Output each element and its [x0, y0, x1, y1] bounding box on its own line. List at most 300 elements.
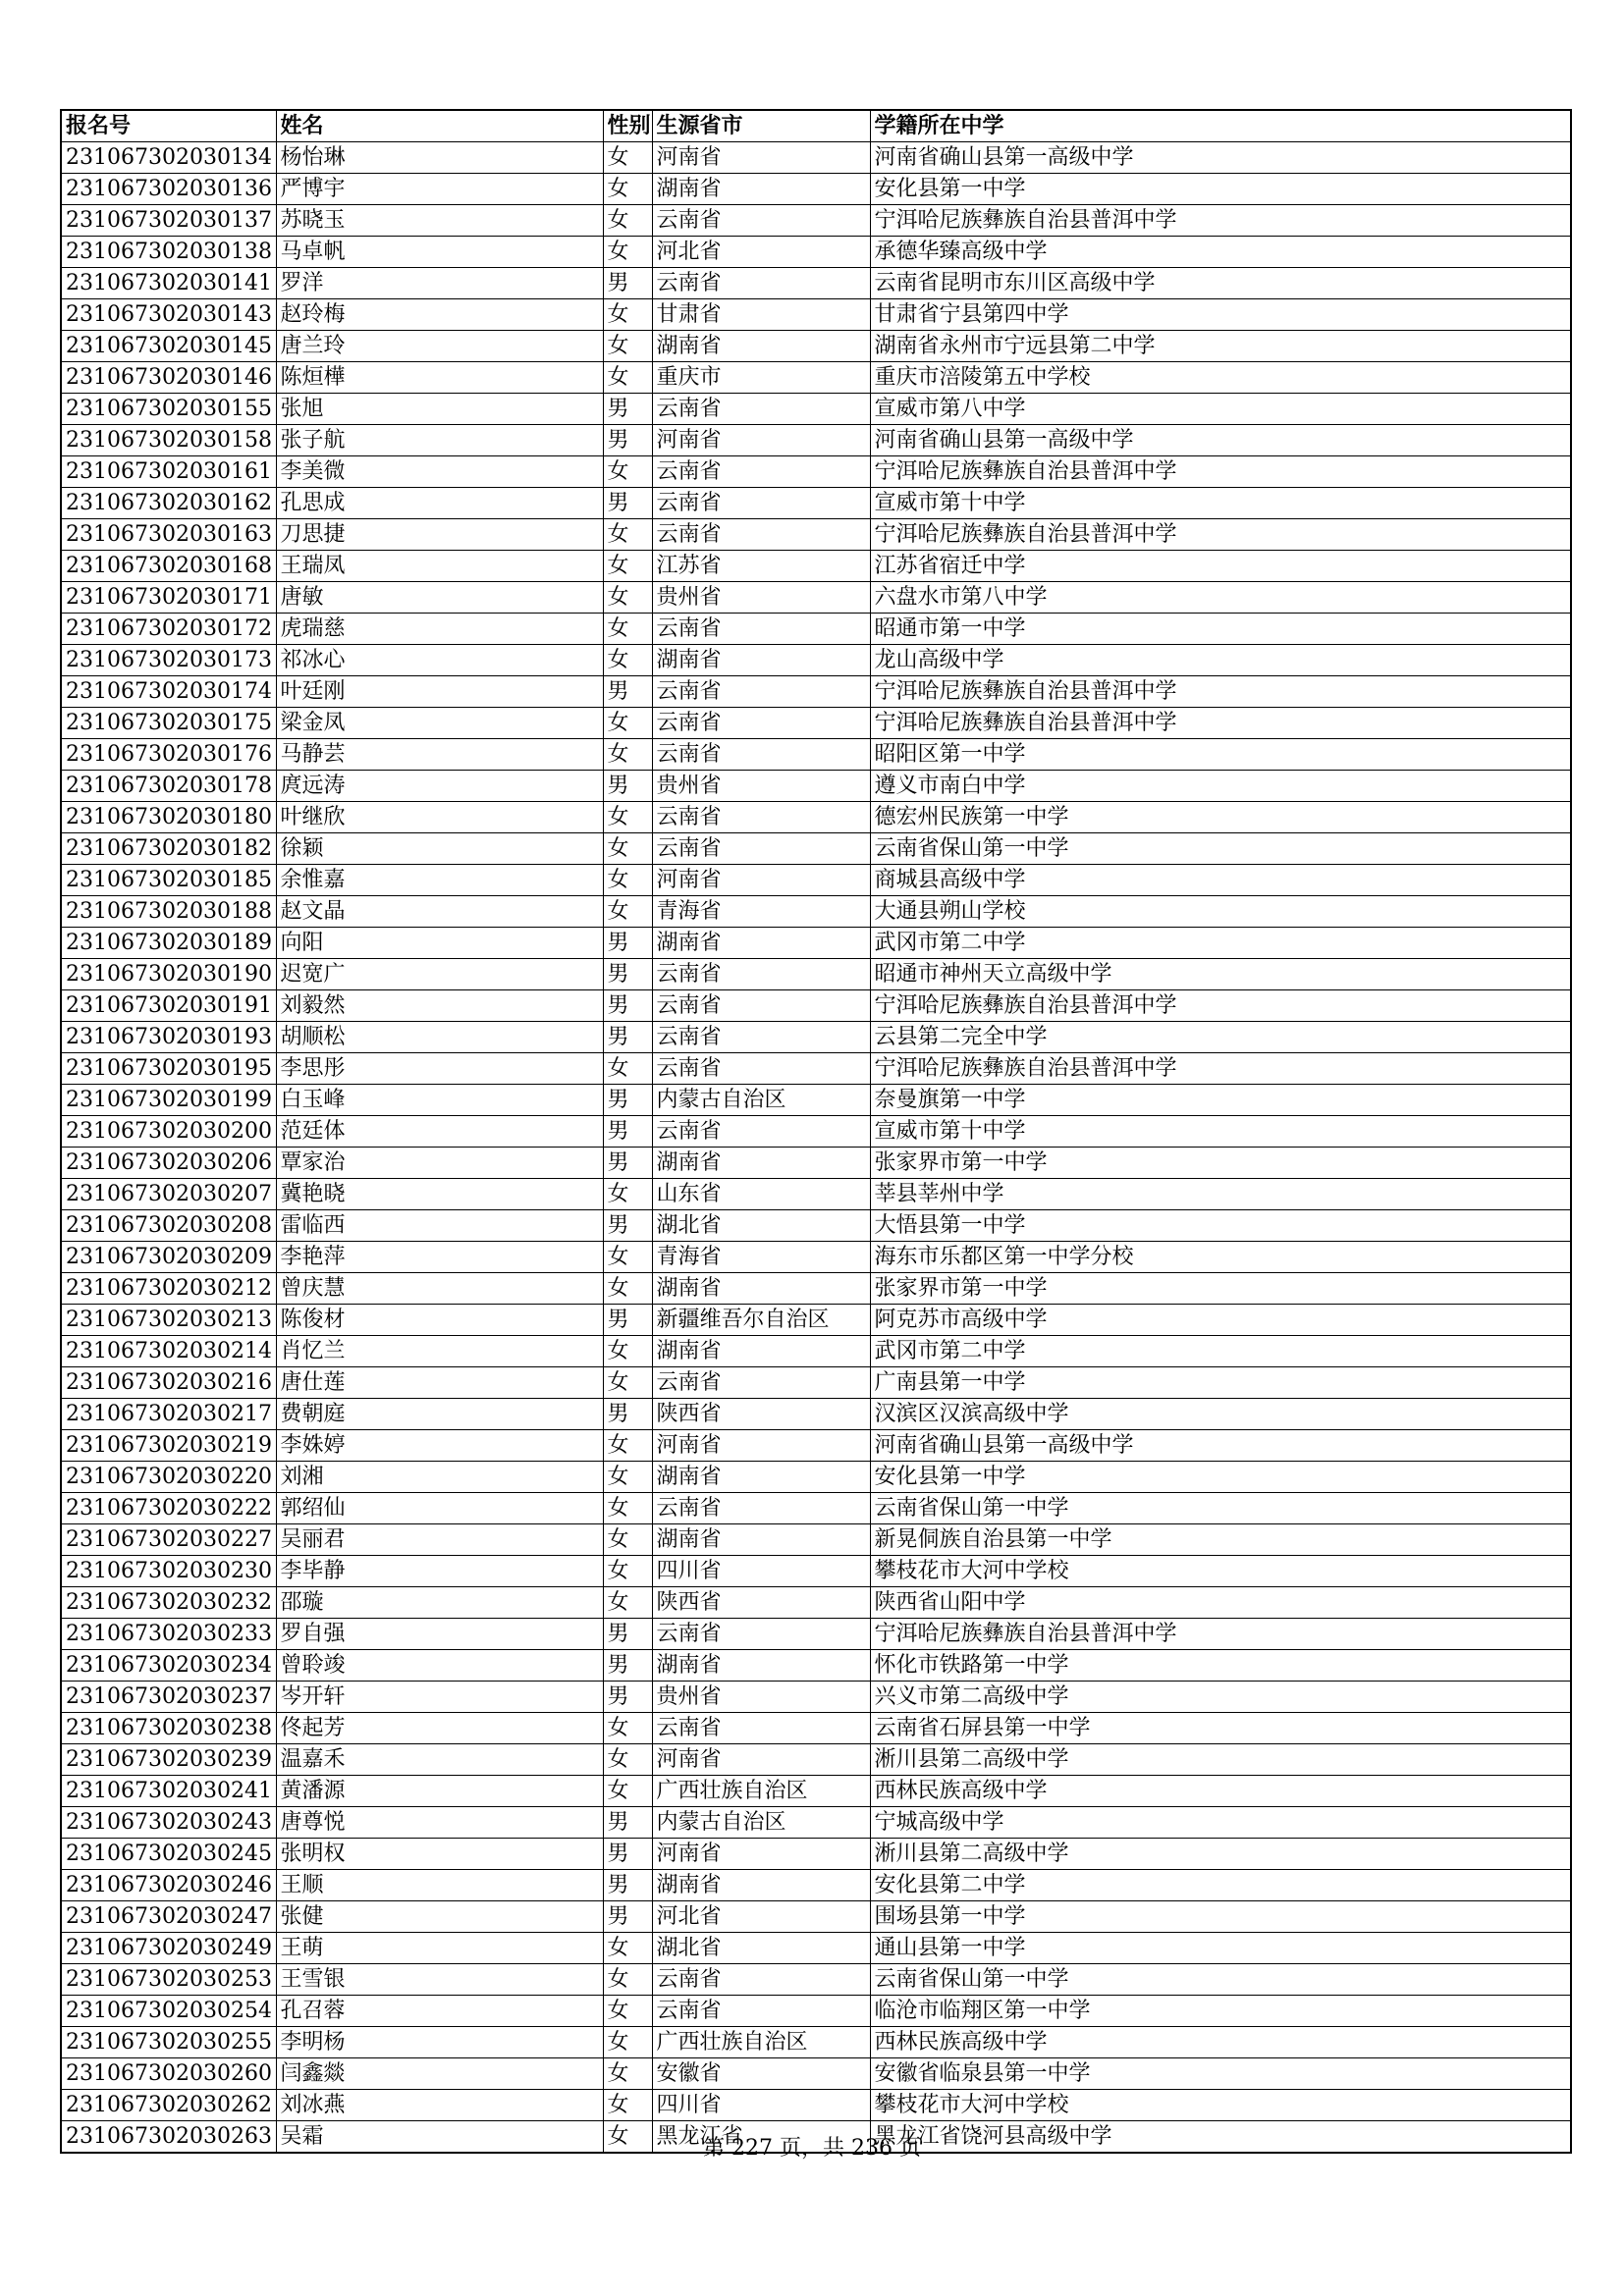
cell-registration-number: 231067302030216: [61, 1367, 276, 1399]
table-row: [61, 1901, 1571, 1933]
cell-registration-number: 231067302030158: [61, 425, 276, 456]
cell-gender: 男: [603, 676, 652, 708]
header-registration-number: 报名号: [61, 110, 276, 142]
cell-name: 刘冰燕: [276, 2090, 603, 2121]
table-row: [61, 1870, 1571, 1901]
cell-gender: 女: [603, 1462, 652, 1493]
cell-high-school: 安徽省临泉县第一中学: [870, 2058, 1571, 2090]
cell-gender: 女: [603, 1273, 652, 1305]
cell-gender: 女: [603, 2058, 652, 2090]
cell-high-school: 安化县第一中学: [870, 1462, 1571, 1493]
cell-origin-province: 甘肃省: [652, 299, 870, 331]
cell-origin-province: 四川省: [652, 2090, 870, 2121]
cell-name: 王顺: [276, 1870, 603, 1901]
cell-origin-province: 云南省: [652, 1367, 870, 1399]
cell-origin-province: 云南省: [652, 456, 870, 488]
cell-high-school: 宁洱哈尼族彝族自治县普洱中学: [870, 708, 1571, 739]
cell-gender: 女: [603, 331, 652, 362]
cell-registration-number: 231067302030182: [61, 833, 276, 865]
table-row: [61, 865, 1571, 896]
cell-name: 王雪银: [276, 1964, 603, 1996]
cell-gender: 女: [603, 896, 652, 928]
cell-name: 张明权: [276, 1839, 603, 1870]
cell-high-school: 莘县莘州中学: [870, 1179, 1571, 1210]
cell-high-school: 宣威市第八中学: [870, 394, 1571, 425]
cell-registration-number: 231067302030180: [61, 802, 276, 833]
cell-high-school: 西林民族高级中学: [870, 2027, 1571, 2058]
cell-high-school: 宣威市第十中学: [870, 1116, 1571, 1148]
cell-name: 岑开轩: [276, 1682, 603, 1713]
cell-name: 赵玲梅: [276, 299, 603, 331]
cell-high-school: 承德华臻高级中学: [870, 237, 1571, 268]
cell-gender: 男: [603, 1116, 652, 1148]
cell-origin-province: 云南省: [652, 488, 870, 519]
cell-name: 李思彤: [276, 1053, 603, 1085]
cell-registration-number: 231067302030222: [61, 1493, 276, 1524]
cell-gender: 女: [603, 1053, 652, 1085]
cell-gender: 男: [603, 268, 652, 299]
cell-gender: 女: [603, 1430, 652, 1462]
cell-gender: 女: [603, 2027, 652, 2058]
table-row: [61, 2027, 1571, 2058]
cell-name: 罗洋: [276, 268, 603, 299]
cell-high-school: 六盘水市第八中学: [870, 582, 1571, 614]
cell-origin-province: 广西壮族自治区: [652, 2027, 870, 2058]
cell-high-school: 宣威市第十中学: [870, 488, 1571, 519]
table-row: [61, 708, 1571, 739]
cell-high-school: 宁洱哈尼族彝族自治县普洱中学: [870, 456, 1571, 488]
cell-gender: 女: [603, 1776, 652, 1807]
cell-gender: 女: [603, 519, 652, 551]
cell-registration-number: 231067302030195: [61, 1053, 276, 1085]
cell-name: 温嘉禾: [276, 1744, 603, 1776]
cell-name: 刘毅然: [276, 990, 603, 1022]
cell-high-school: 兴义市第二高级中学: [870, 1682, 1571, 1713]
cell-origin-province: 陕西省: [652, 1399, 870, 1430]
cell-name: 陈俊材: [276, 1305, 603, 1336]
cell-origin-province: 江苏省: [652, 551, 870, 582]
cell-high-school: 江苏省宿迁中学: [870, 551, 1571, 582]
table-row: [61, 1744, 1571, 1776]
cell-high-school: 云南省石屏县第一中学: [870, 1713, 1571, 1744]
cell-name: 严博宇: [276, 174, 603, 205]
cell-registration-number: 231067302030134: [61, 142, 276, 174]
cell-gender: 男: [603, 394, 652, 425]
cell-registration-number: 231067302030230: [61, 1556, 276, 1587]
table-row: [61, 1305, 1571, 1336]
cell-origin-province: 湖北省: [652, 1210, 870, 1242]
table-row: [61, 928, 1571, 959]
cell-registration-number: 231067302030173: [61, 645, 276, 676]
cell-origin-province: 云南省: [652, 1713, 870, 1744]
cell-high-school: 宁洱哈尼族彝族自治县普洱中学: [870, 990, 1571, 1022]
cell-gender: 女: [603, 1713, 652, 1744]
table-row: [61, 1116, 1571, 1148]
cell-origin-province: 云南省: [652, 205, 870, 237]
cell-gender: 男: [603, 1022, 652, 1053]
cell-name: 陈烜樺: [276, 362, 603, 394]
cell-registration-number: 231067302030238: [61, 1713, 276, 1744]
cell-origin-province: 湖南省: [652, 174, 870, 205]
cell-registration-number: 231067302030174: [61, 676, 276, 708]
cell-origin-province: 贵州省: [652, 771, 870, 802]
cell-origin-province: 贵州省: [652, 1682, 870, 1713]
table-row: [61, 614, 1571, 645]
cell-high-school: 宁城高级中学: [870, 1807, 1571, 1839]
cell-origin-province: 河南省: [652, 865, 870, 896]
table-row: [61, 456, 1571, 488]
cell-origin-province: 河南省: [652, 425, 870, 456]
cell-gender: 男: [603, 959, 652, 990]
cell-gender: 女: [603, 1964, 652, 1996]
cell-registration-number: 231067302030239: [61, 1744, 276, 1776]
cell-registration-number: 231067302030193: [61, 1022, 276, 1053]
cell-origin-province: 湖南省: [652, 1273, 870, 1305]
cell-name: 雷临西: [276, 1210, 603, 1242]
header-name: 姓名: [276, 110, 603, 142]
cell-registration-number: 231067302030263: [61, 2121, 276, 2154]
cell-high-school: 重庆市涪陵第五中学校: [870, 362, 1571, 394]
cell-registration-number: 231067302030213: [61, 1305, 276, 1336]
table-row: [61, 1053, 1571, 1085]
cell-registration-number: 231067302030189: [61, 928, 276, 959]
cell-origin-province: 湖南省: [652, 1148, 870, 1179]
cell-high-school: 张家界市第一中学: [870, 1148, 1571, 1179]
cell-origin-province: 贵州省: [652, 582, 870, 614]
cell-gender: 女: [603, 2090, 652, 2121]
cell-registration-number: 231067302030185: [61, 865, 276, 896]
cell-gender: 女: [603, 1242, 652, 1273]
cell-origin-province: 青海省: [652, 896, 870, 928]
table-row: [61, 1273, 1571, 1305]
cell-gender: 男: [603, 1901, 652, 1933]
table-row: [61, 645, 1571, 676]
cell-high-school: 湖南省永州市宁远县第二中学: [870, 331, 1571, 362]
cell-name: 余惟嘉: [276, 865, 603, 896]
cell-high-school: 遵义市南白中学: [870, 771, 1571, 802]
cell-name: 唐仕莲: [276, 1367, 603, 1399]
cell-gender: 女: [603, 142, 652, 174]
cell-high-school: 新晃侗族自治县第一中学: [870, 1524, 1571, 1556]
cell-registration-number: 231067302030161: [61, 456, 276, 488]
cell-origin-province: 四川省: [652, 1556, 870, 1587]
cell-high-school: 张家界市第一中学: [870, 1273, 1571, 1305]
cell-gender: 男: [603, 1305, 652, 1336]
cell-name: 向阳: [276, 928, 603, 959]
table-row: [61, 174, 1571, 205]
table-row: [61, 1807, 1571, 1839]
cell-registration-number: 231067302030253: [61, 1964, 276, 1996]
table-row: [61, 1462, 1571, 1493]
cell-origin-province: 云南省: [652, 519, 870, 551]
cell-high-school: 大悟县第一中学: [870, 1210, 1571, 1242]
cell-origin-province: 内蒙古自治区: [652, 1807, 870, 1839]
cell-registration-number: 231067302030249: [61, 1933, 276, 1964]
cell-gender: 男: [603, 1210, 652, 1242]
cell-name: 肖忆兰: [276, 1336, 603, 1367]
cell-name: 李美微: [276, 456, 603, 488]
table-row: [61, 1933, 1571, 1964]
cell-high-school: 宁洱哈尼族彝族自治县普洱中学: [870, 519, 1571, 551]
cell-registration-number: 231067302030162: [61, 488, 276, 519]
table-row: [61, 1430, 1571, 1462]
table-row: [61, 519, 1571, 551]
cell-gender: 男: [603, 1650, 652, 1682]
cell-name: 覃家治: [276, 1148, 603, 1179]
cell-registration-number: 231067302030191: [61, 990, 276, 1022]
cell-origin-province: 广西壮族自治区: [652, 1776, 870, 1807]
cell-name: 虎瑞慈: [276, 614, 603, 645]
cell-high-school: 宁洱哈尼族彝族自治县普洱中学: [870, 205, 1571, 237]
cell-high-school: 德宏州民族第一中学: [870, 802, 1571, 833]
table-row: [61, 1587, 1571, 1619]
cell-origin-province: 云南省: [652, 708, 870, 739]
cell-registration-number: 231067302030217: [61, 1399, 276, 1430]
table-row: [61, 362, 1571, 394]
cell-registration-number: 231067302030171: [61, 582, 276, 614]
cell-registration-number: 231067302030172: [61, 614, 276, 645]
cell-registration-number: 231067302030247: [61, 1901, 276, 1933]
cell-name: 李艳萍: [276, 1242, 603, 1273]
cell-registration-number: 231067302030254: [61, 1996, 276, 2027]
table-row: [61, 1556, 1571, 1587]
cell-high-school: 昭阳区第一中学: [870, 739, 1571, 771]
cell-name: 迟宽广: [276, 959, 603, 990]
cell-registration-number: 231067302030212: [61, 1273, 276, 1305]
cell-origin-province: 云南省: [652, 1493, 870, 1524]
table-row: [61, 1148, 1571, 1179]
cell-name: 梁金凤: [276, 708, 603, 739]
cell-gender: 女: [603, 299, 652, 331]
cell-origin-province: 云南省: [652, 959, 870, 990]
table-row: [61, 142, 1571, 174]
cell-name: 王瑞凤: [276, 551, 603, 582]
table-row: [61, 1493, 1571, 1524]
cell-gender: 女: [603, 551, 652, 582]
cell-registration-number: 231067302030237: [61, 1682, 276, 1713]
cell-name: 庹远涛: [276, 771, 603, 802]
cell-origin-province: 湖南省: [652, 645, 870, 676]
cell-high-school: 广南县第一中学: [870, 1367, 1571, 1399]
table-row: [61, 268, 1571, 299]
table-row: [61, 1085, 1571, 1116]
cell-name: 张健: [276, 1901, 603, 1933]
cell-gender: 女: [603, 1744, 652, 1776]
cell-registration-number: 231067302030137: [61, 205, 276, 237]
cell-origin-province: 河北省: [652, 1901, 870, 1933]
cell-registration-number: 231067302030175: [61, 708, 276, 739]
cell-name: 苏晓玉: [276, 205, 603, 237]
cell-high-school: 安化县第一中学: [870, 174, 1571, 205]
cell-origin-province: 云南省: [652, 268, 870, 299]
cell-name: 张子航: [276, 425, 603, 456]
cell-high-school: 海东市乐都区第一中学分校: [870, 1242, 1571, 1273]
cell-gender: 男: [603, 1807, 652, 1839]
cell-gender: 女: [603, 205, 652, 237]
cell-gender: 女: [603, 739, 652, 771]
cell-gender: 女: [603, 614, 652, 645]
cell-name: 曾聆竣: [276, 1650, 603, 1682]
cell-name: 郭绍仙: [276, 1493, 603, 1524]
cell-name: 张旭: [276, 394, 603, 425]
cell-origin-province: 云南省: [652, 833, 870, 865]
cell-name: 邵璇: [276, 1587, 603, 1619]
table-row: [61, 1839, 1571, 1870]
cell-origin-province: 河南省: [652, 142, 870, 174]
cell-registration-number: 231067302030219: [61, 1430, 276, 1462]
cell-origin-province: 安徽省: [652, 2058, 870, 2090]
cell-registration-number: 231067302030220: [61, 1462, 276, 1493]
cell-gender: 女: [603, 1524, 652, 1556]
cell-name: 王萌: [276, 1933, 603, 1964]
table-row: [61, 551, 1571, 582]
cell-registration-number: 231067302030155: [61, 394, 276, 425]
cell-name: 黄潘源: [276, 1776, 603, 1807]
header-high-school: 学籍所在中学: [870, 110, 1571, 142]
cell-gender: 男: [603, 425, 652, 456]
cell-gender: 女: [603, 833, 652, 865]
table-row: [61, 1619, 1571, 1650]
cell-origin-province: 湖南省: [652, 331, 870, 362]
cell-high-school: 陕西省山阳中学: [870, 1587, 1571, 1619]
cell-name: 罗自强: [276, 1619, 603, 1650]
cell-name: 唐兰玲: [276, 331, 603, 362]
cell-name: 唐敏: [276, 582, 603, 614]
cell-registration-number: 231067302030233: [61, 1619, 276, 1650]
table-row: [61, 1964, 1571, 1996]
cell-origin-province: 云南省: [652, 1619, 870, 1650]
cell-gender: 女: [603, 1587, 652, 1619]
cell-origin-province: 湖南省: [652, 1462, 870, 1493]
table-row: [61, 676, 1571, 708]
cell-registration-number: 231067302030188: [61, 896, 276, 928]
cell-high-school: 怀化市铁路第一中学: [870, 1650, 1571, 1682]
cell-origin-province: 云南省: [652, 394, 870, 425]
cell-registration-number: 231067302030260: [61, 2058, 276, 2090]
cell-origin-province: 云南省: [652, 1116, 870, 1148]
cell-registration-number: 231067302030234: [61, 1650, 276, 1682]
cell-gender: 女: [603, 1933, 652, 1964]
table-row: [61, 299, 1571, 331]
cell-origin-province: 云南省: [652, 990, 870, 1022]
cell-name: 刀思捷: [276, 519, 603, 551]
cell-name: 马卓帆: [276, 237, 603, 268]
cell-gender: 男: [603, 1148, 652, 1179]
cell-registration-number: 231067302030136: [61, 174, 276, 205]
cell-name: 吴霜: [276, 2121, 603, 2154]
table-row: [61, 990, 1571, 1022]
cell-high-school: 围场县第一中学: [870, 1901, 1571, 1933]
cell-gender: 女: [603, 645, 652, 676]
table-row: [61, 488, 1571, 519]
table-row: [61, 1650, 1571, 1682]
table-row: [61, 1682, 1571, 1713]
cell-high-school: 武冈市第二中学: [870, 1336, 1571, 1367]
cell-origin-province: 内蒙古自治区: [652, 1085, 870, 1116]
cell-name: 孔召蓉: [276, 1996, 603, 2027]
cell-high-school: 通山县第一中学: [870, 1933, 1571, 1964]
cell-name: 李明杨: [276, 2027, 603, 2058]
cell-registration-number: 231067302030176: [61, 739, 276, 771]
cell-gender: 男: [603, 990, 652, 1022]
page-footer: 第 227 页，共 236 页: [703, 2136, 921, 2161]
cell-registration-number: 231067302030178: [61, 771, 276, 802]
cell-gender: 女: [603, 237, 652, 268]
cell-registration-number: 231067302030200: [61, 1116, 276, 1148]
cell-gender: 女: [603, 802, 652, 833]
cell-high-school: 商城县高级中学: [870, 865, 1571, 896]
cell-name: 李毕静: [276, 1556, 603, 1587]
cell-registration-number: 231067302030245: [61, 1839, 276, 1870]
cell-high-school: 云南省昆明市东川区高级中学: [870, 268, 1571, 299]
cell-origin-province: 云南省: [652, 802, 870, 833]
cell-high-school: 武冈市第二中学: [870, 928, 1571, 959]
cell-registration-number: 231067302030199: [61, 1085, 276, 1116]
cell-origin-province: 湖南省: [652, 1336, 870, 1367]
cell-gender: 男: [603, 1870, 652, 1901]
table-row: [61, 1996, 1571, 2027]
cell-name: 吴丽君: [276, 1524, 603, 1556]
cell-high-school: 河南省确山县第一高级中学: [870, 425, 1571, 456]
cell-origin-province: 湖南省: [652, 928, 870, 959]
table-row: [61, 896, 1571, 928]
cell-gender: 女: [603, 1367, 652, 1399]
cell-high-school: 龙山高级中学: [870, 645, 1571, 676]
cell-origin-province: 新疆维吾尔自治区: [652, 1305, 870, 1336]
cell-name: 李姝婷: [276, 1430, 603, 1462]
cell-high-school: 奈曼旗第一中学: [870, 1085, 1571, 1116]
cell-registration-number: 231067302030209: [61, 1242, 276, 1273]
cell-high-school: 昭通市第一中学: [870, 614, 1571, 645]
cell-registration-number: 231067302030227: [61, 1524, 276, 1556]
cell-gender: 女: [603, 1556, 652, 1587]
table-row: [61, 833, 1571, 865]
cell-gender: 女: [603, 174, 652, 205]
cell-name: 白玉峰: [276, 1085, 603, 1116]
cell-high-school: 宁洱哈尼族彝族自治县普洱中学: [870, 1619, 1571, 1650]
table-row: [61, 771, 1571, 802]
cell-registration-number: 231067302030207: [61, 1179, 276, 1210]
cell-gender: 男: [603, 1682, 652, 1713]
cell-origin-province: 河南省: [652, 1430, 870, 1462]
cell-gender: 男: [603, 1085, 652, 1116]
cell-registration-number: 231067302030146: [61, 362, 276, 394]
cell-origin-province: 云南省: [652, 614, 870, 645]
cell-high-school: 淅川县第二高级中学: [870, 1744, 1571, 1776]
cell-origin-province: 云南省: [652, 1022, 870, 1053]
cell-origin-province: 云南省: [652, 1996, 870, 2027]
table-row: [61, 582, 1571, 614]
cell-registration-number: 231067302030143: [61, 299, 276, 331]
cell-high-school: 宁洱哈尼族彝族自治县普洱中学: [870, 676, 1571, 708]
table-row: [61, 1179, 1571, 1210]
cell-name: 杨怡琳: [276, 142, 603, 174]
cell-origin-province: 湖南省: [652, 1524, 870, 1556]
cell-origin-province: 黑龙江省: [652, 2121, 870, 2154]
cell-registration-number: 231067302030241: [61, 1776, 276, 1807]
cell-origin-province: 云南省: [652, 676, 870, 708]
cell-registration-number: 231067302030141: [61, 268, 276, 299]
header-origin-province: 生源省市: [652, 110, 870, 142]
cell-origin-province: 云南省: [652, 1964, 870, 1996]
cell-registration-number: 231067302030145: [61, 331, 276, 362]
cell-origin-province: 河北省: [652, 237, 870, 268]
cell-gender: 男: [603, 1399, 652, 1430]
cell-name: 费朝庭: [276, 1399, 603, 1430]
table-row: [61, 2090, 1571, 2121]
table-row: [61, 2058, 1571, 2090]
admission-list-table: [60, 109, 1572, 2154]
